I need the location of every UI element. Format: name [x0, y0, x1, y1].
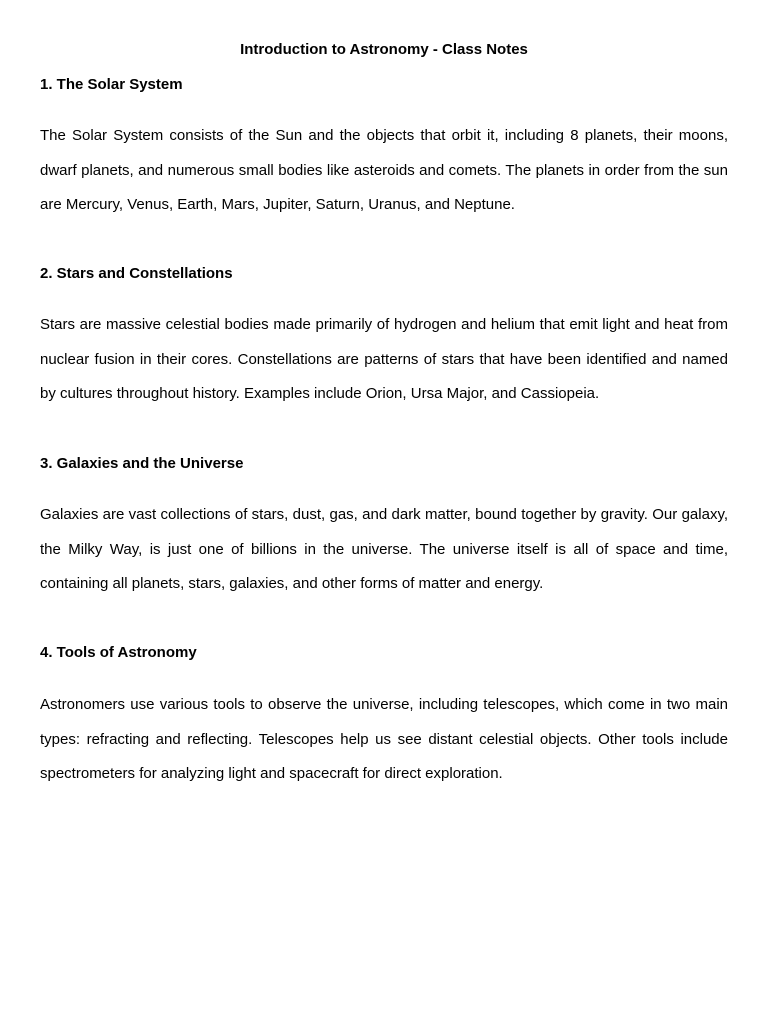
section-body-tools-of-astronomy: Astronomers use various tools to observe the universe, including telescopes, which come in two main types: refracting and reflecting. Telescopes help us see distant celestial objects. Other tools include spectrometers for analyzing light and spacecraft for direct exploration. [40, 696, 728, 783]
document-title: Introduction to Astronomy - Class Notes [240, 41, 528, 58]
section-heading-tools-of-astronomy: 4. Tools of Astronomy [40, 644, 197, 661]
section-body-stars-constellations: Stars are massive celestial bodies made primarily of hydrogen and helium that emit light and heat from nuclear fusion in their cores. Constellations are patterns of stars that have been identified and named by cultures throughout history. Examples include Orion, Ursa Major, and Cassiopeia. [40, 316, 728, 403]
section-body-galaxies-universe: Galaxies are vast collections of stars, dust, gas, and dark matter, bound together by gravity. Our galaxy, the Milky Way, is just one of billions in the universe. The universe itself is all of space and time, containing all planets, stars, galaxies, and other forms of matter and energy. [40, 506, 728, 593]
document-page [40, 0, 728, 1024]
section-heading-galaxies-universe: 3. Galaxies and the Universe [40, 455, 244, 472]
section-heading-stars-constellations: 2. Stars and Constellations [40, 265, 233, 282]
section-heading-solar-system: 1. The Solar System [40, 76, 183, 93]
section-body-solar-system: The Solar System consists of the Sun and the objects that orbit it, including 8 planets, their moons, dwarf planets, and numerous small bodies like asteroids and comets. The planets in order from the sun are Mercury, Venus, Earth, Mars, Jupiter, Saturn, Uranus, and Neptune. [40, 127, 728, 214]
